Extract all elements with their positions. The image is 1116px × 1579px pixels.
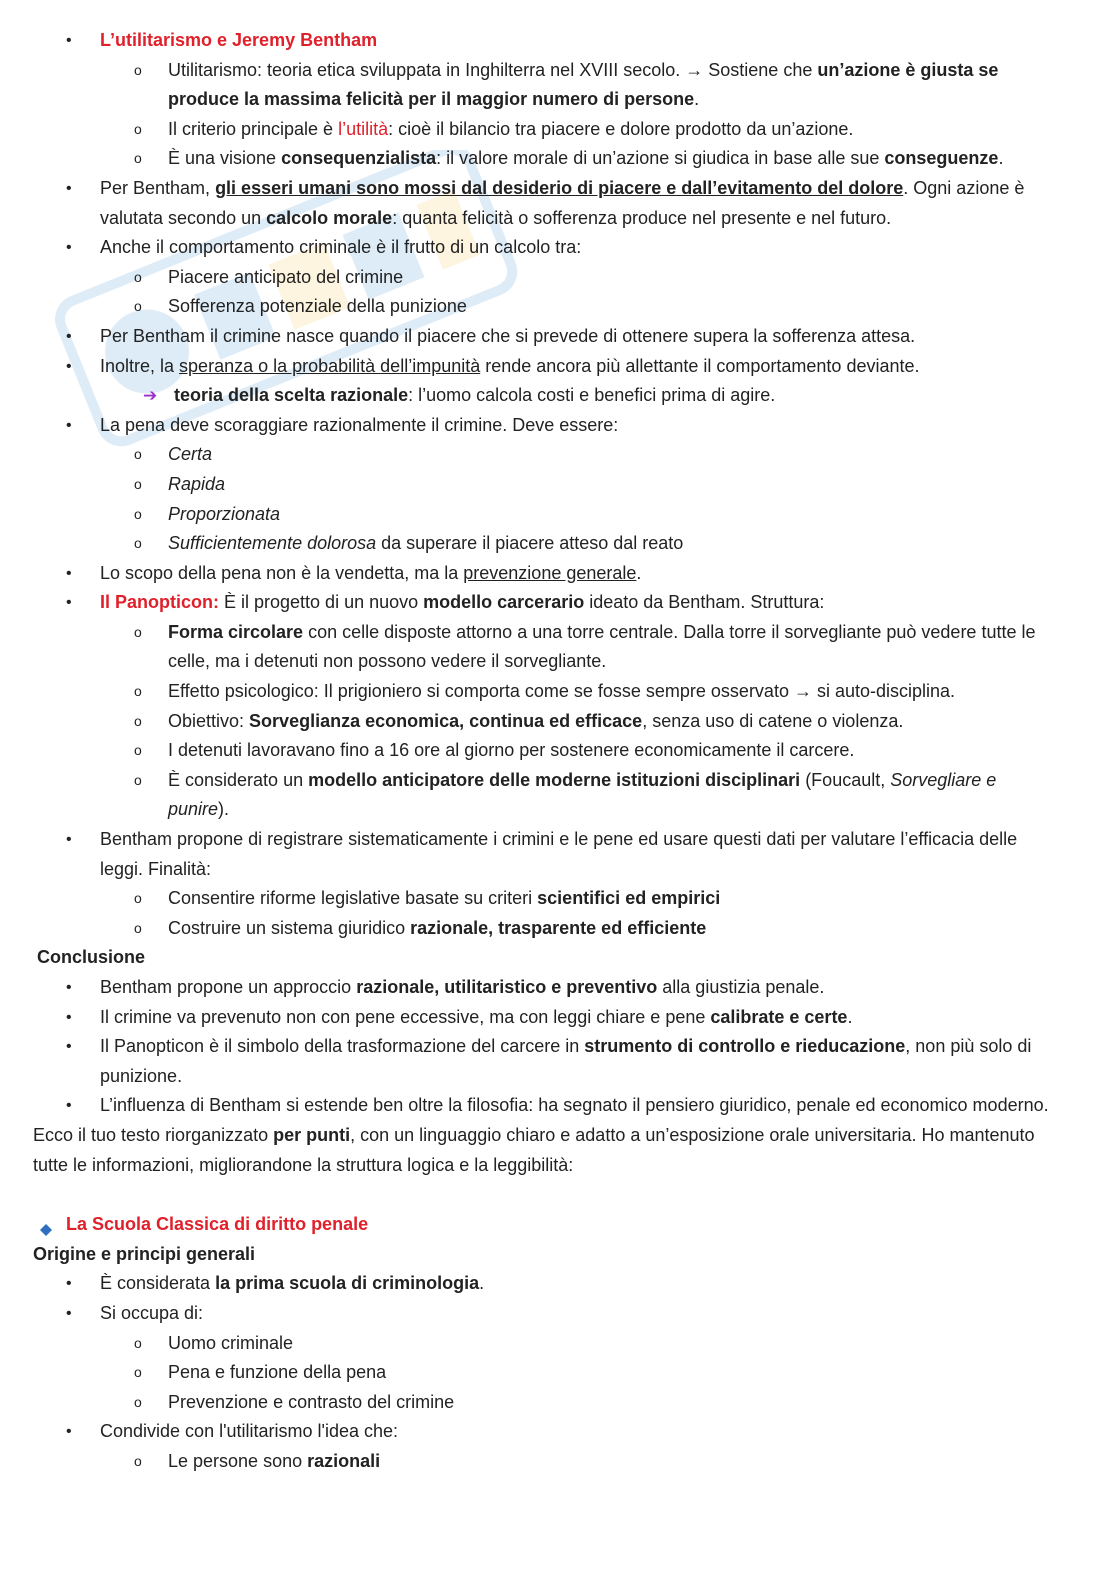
bullet: •	[66, 594, 72, 612]
bullet: •	[66, 1097, 72, 1115]
document-body	[0, 26, 1116, 1477]
sub-bullet: o	[134, 1452, 142, 1469]
sub-bullet: o	[134, 505, 142, 522]
bullet: •	[66, 357, 72, 375]
list-item: o Sofferenza potenziale della punizione	[0, 292, 1116, 322]
list-item: • L’influenza di Bentham si estende ben oltre la filosofia: ha segnato il pensiero giuridico, penale ed economico moderno.	[0, 1091, 1116, 1121]
list-item: o Utilitarismo: teoria etica sviluppata in Inghilterra nel XVIII secolo. → Sostiene che un’azione è giusta se produce la massima felicità per il maggior numero di persone.	[0, 56, 1116, 115]
bullet: •	[66, 564, 72, 582]
list-item: o Le persone sono razionali	[0, 1447, 1116, 1477]
bullet: •	[66, 32, 72, 49]
sub-bullet: o	[134, 742, 142, 759]
section-title-classical-school: La Scuola Classica di diritto penale	[66, 1214, 369, 1235]
list-item: • È considerata la prima scuola di criminologia.	[0, 1269, 1116, 1299]
sub-bullet: o	[134, 919, 142, 936]
list-item: • Bentham propone di registrare sistematicamente i crimini e le pene ed usare questi dati per valutare l’efficacia delle leggi. Finalità:	[0, 825, 1116, 884]
bullet: •	[66, 831, 72, 849]
panopticon-row: • Il Panopticon: È il progetto di un nuovo modello carcerario ideato da Bentham. Struttura:	[0, 588, 1116, 618]
sub-bullet: o	[134, 268, 142, 285]
bullet: •	[66, 179, 72, 197]
bentham-title-row	[0, 26, 1116, 56]
list-item: o Il criterio principale è l’utilità: cioè il bilancio tra piacere e dolore prodotto da un’azione.	[0, 115, 1116, 145]
bullet: •	[66, 1038, 72, 1056]
list-item: o È una visione consequenzialista: il valore morale di un’azione si giudica in base alle sue conseguenze.	[0, 144, 1116, 174]
sub-bullet: o	[134, 683, 142, 700]
list-item: • Il Panopticon è il simbolo della trasformazione del carcere in strumento di controllo e rieducazione, non più solo di punizione.	[0, 1032, 1116, 1091]
conclusion-heading: Conclusione	[37, 947, 146, 968]
list-item: o I detenuti lavoravano fino a 16 ore al giorno per sostenere economicamente il carcere.	[0, 736, 1116, 766]
sub-bullet: o	[134, 150, 142, 167]
sub-bullet: o	[134, 298, 142, 315]
sub-bullet: o	[134, 535, 142, 552]
list-item: o Obiettivo: Sorveglianza economica, continua ed efficace, senza uso di catene o violenza.	[0, 707, 1116, 737]
bullet: •	[66, 327, 72, 345]
list-item: • Il crimine va prevenuto non con pene eccessive, ma con leggi chiare e pene calibrate e certe.	[0, 1003, 1116, 1033]
list-item: • Bentham propone un approccio razionale, utilitaristico e preventivo alla giustizia penale.	[0, 973, 1116, 1003]
sub-bullet: o	[134, 1364, 142, 1381]
list-item: o Rapida	[0, 470, 1116, 500]
bullet: •	[66, 1008, 72, 1026]
sub-bullet: o	[134, 475, 142, 492]
sub-bullet: o	[134, 1334, 142, 1351]
spacer	[0, 1180, 1116, 1210]
bullet: •	[66, 979, 72, 996]
list-item: • Lo scopo della pena non è la vendetta, ma la prevenzione generale.	[0, 559, 1116, 589]
list-item: o Sufficientemente dolorosa da superare il piacere atteso dal reato	[0, 529, 1116, 559]
list-item: ➔ teoria della scelta razionale: l’uomo calcola costi e benefici prima di agire.	[0, 381, 1116, 411]
intro-paragraph: Ecco il tuo testo riorganizzato per punti, con un linguaggio chiaro e adatto a un’esposizione orale universitaria. Ho mantenuto tutte le informazioni, migliorandone la struttura logica e la leggibilità:	[33, 1124, 1035, 1175]
list-item: • La pena deve scoraggiare razionalmente il crimine. Deve essere:	[0, 411, 1116, 441]
subheading: Origine e principi generali	[33, 1243, 256, 1264]
list-item: o Piacere anticipato del crimine	[0, 263, 1116, 293]
sub-bullet: o	[134, 61, 142, 78]
list-item: • Si occupa di:	[0, 1299, 1116, 1329]
sub-bullet: o	[134, 712, 142, 729]
list-item: • Condivide con l'utilitarismo l'idea che:	[0, 1417, 1116, 1447]
sub-bullet: o	[134, 446, 142, 463]
list-item: o Pena e funzione della pena	[0, 1358, 1116, 1388]
sub-bullet: o	[134, 120, 142, 137]
bullet: •	[66, 416, 72, 434]
list-item: o È considerato un modello anticipatore delle moderne istituzioni disciplinari (Foucault, Sorvegliare e punire).	[0, 766, 1116, 825]
list-item: o Costruire un sistema giuridico razionale, trasparente ed efficiente	[0, 914, 1116, 944]
list-item: • Inoltre, la speranza o la probabilità dell’impunità rende ancora più allettante il comportamento deviante.	[0, 352, 1116, 382]
list-item: • Per Bentham, gli esseri umani sono mossi dal desiderio di piacere e dall’evitamento del dolore. Ogni azione è valutata secondo un calcolo morale: quanta felicità o sofferenza produce nel presente e nel futuro.	[0, 174, 1116, 233]
list-item: • Anche il comportamento criminale è il frutto di un calcolo tra:	[0, 233, 1116, 263]
list-item: o Proporzionata	[0, 500, 1116, 530]
conclusion-heading-row	[0, 943, 1116, 973]
classical-school-title-row	[0, 1210, 1116, 1240]
list-item: • Per Bentham il crimine nasce quando il piacere che si prevede di ottenere supera la sofferenza attesa.	[0, 322, 1116, 352]
bullet: •	[66, 1275, 72, 1293]
list-item: o Prevenzione e contrasto del crimine	[0, 1388, 1116, 1418]
list-item: o Uomo criminale	[0, 1329, 1116, 1359]
sub-bullet: o	[134, 1393, 142, 1410]
list-item: o Certa	[0, 440, 1116, 470]
subheading-row	[0, 1240, 1116, 1270]
arrow-icon: →	[685, 59, 704, 80]
bullet: •	[66, 1304, 72, 1322]
bullet: •	[66, 239, 72, 257]
sub-bullet: o	[134, 890, 142, 907]
sub-bullet: o	[134, 623, 142, 640]
bullet: •	[66, 1423, 72, 1441]
list-item: o Consentire riforme legislative basate su criteri scientifici ed empirici	[0, 884, 1116, 914]
sub-bullet: o	[134, 771, 142, 788]
list-item: o Effetto psicologico: Il prigioniero si comporta come se fosse sempre osservato → si auto-disciplina.	[0, 677, 1116, 707]
section-title-panopticon: Il Panopticon:	[100, 592, 219, 613]
arrow-right-icon: ➔	[143, 386, 158, 406]
list-item: o Forma circolare con celle disposte attorno a una torre centrale. Dalla torre il sorvegliante può vedere tutte le celle, ma i detenuti non possono vedere il sorvegliante.	[0, 618, 1116, 677]
section-title-bentham: L’utilitarismo e Jeremy Bentham	[100, 30, 378, 50]
